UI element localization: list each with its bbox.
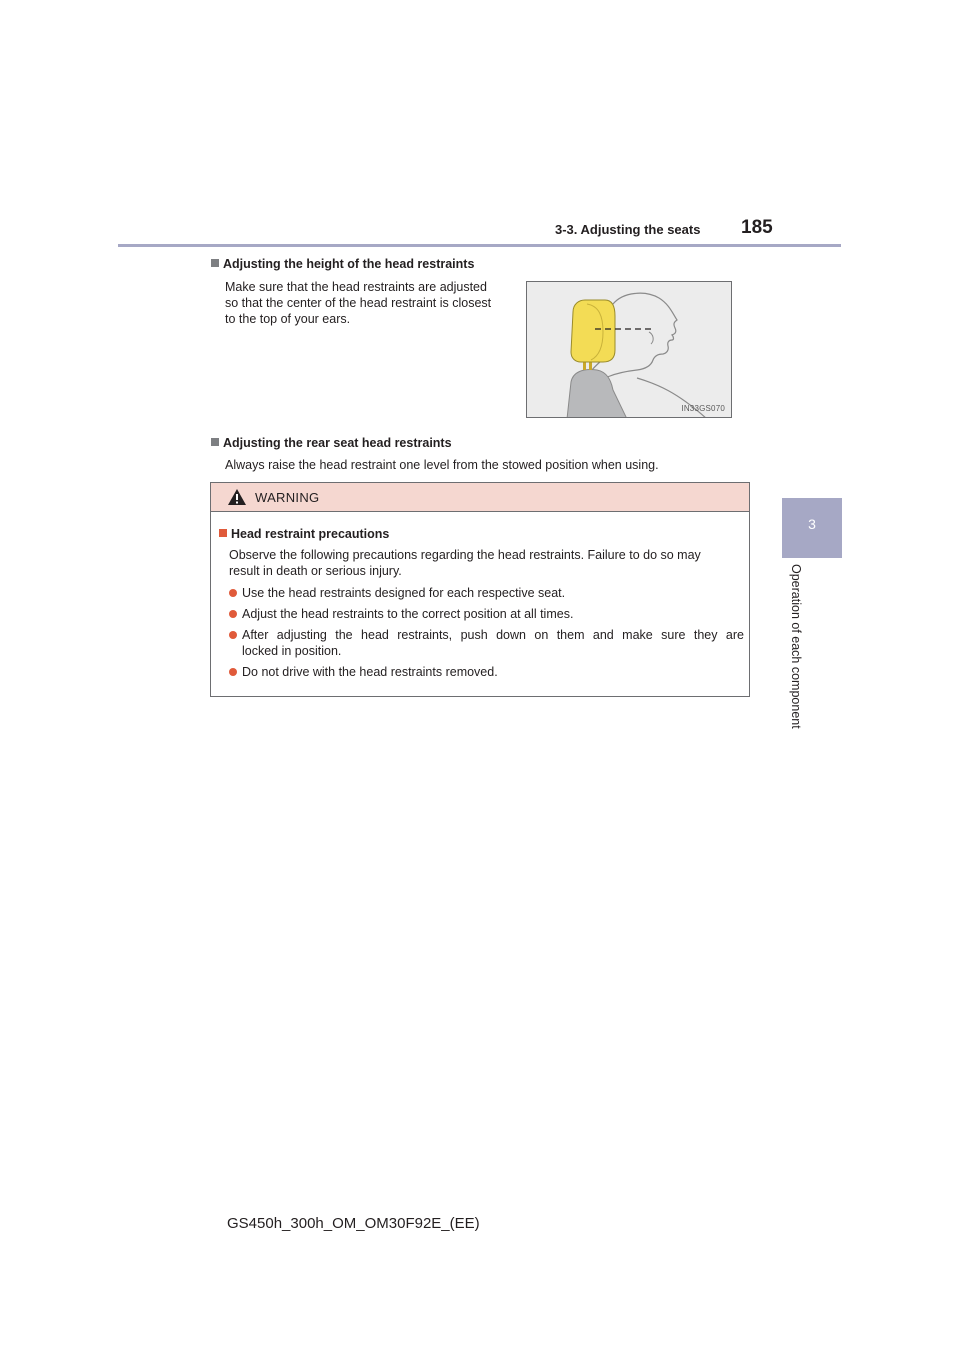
warning-subtitle: Head restraint precautions xyxy=(231,527,390,541)
square-bullet-icon xyxy=(219,529,227,537)
section-height-text xyxy=(225,279,510,327)
warning-header xyxy=(211,483,749,512)
warning-subtitle-row xyxy=(219,527,389,541)
section-height-line: so that the center of the head restraint is closest xyxy=(225,296,492,310)
bullet-dot-icon xyxy=(229,668,237,676)
header-section-title: 3-3. Adjusting the seats xyxy=(555,222,701,237)
warning-box xyxy=(210,482,750,697)
warning-bullet xyxy=(229,664,744,680)
warning-intro-line: Observe the following precautions regarding the head restraints. Failure to do so may xyxy=(229,548,701,562)
warning-label: WARNING xyxy=(255,490,320,505)
figure-code: IN33GS070 xyxy=(681,404,725,413)
section-height-line: to the top of your ears. xyxy=(225,312,351,326)
section-rear-text: Always raise the head restraint one level from the stowed position when using. xyxy=(225,458,659,472)
section-rear-heading xyxy=(211,436,452,450)
warning-bullet-line: Use the head restraints designed for each respective seat. xyxy=(242,586,566,600)
head-restraint-illustration xyxy=(527,282,732,418)
section-height-title: Adjusting the height of the head restraints xyxy=(223,257,475,271)
warning-bullet-line: locked in position. xyxy=(242,644,342,658)
ear-outline xyxy=(649,332,653,344)
page-number: 185 xyxy=(741,217,773,238)
bullet-dot-icon xyxy=(229,610,237,618)
warning-intro-line: result in death or serious injury. xyxy=(229,564,402,578)
square-bullet-icon xyxy=(211,438,219,446)
bullet-dot-icon xyxy=(229,631,237,639)
bullet-dot-icon xyxy=(229,589,237,597)
warning-triangle-icon xyxy=(227,488,247,506)
section-height-heading xyxy=(211,257,474,271)
head-restraint-figure xyxy=(526,281,732,418)
footer-document-code: GS450h_300h_OM_OM30F92E_(EE) xyxy=(227,1215,480,1232)
head-restraint xyxy=(571,300,615,362)
warning-bullet xyxy=(229,585,744,601)
section-height-line: Make sure that the head restraints are adjusted xyxy=(225,280,487,294)
warning-bullet xyxy=(229,627,744,659)
warning-bullet-line: Adjust the head restraints to the correct position at all times. xyxy=(242,607,574,621)
square-bullet-icon xyxy=(211,259,219,267)
section-rear-title: Adjusting the rear seat head restraints xyxy=(223,436,452,450)
chapter-number: 3 xyxy=(808,516,816,532)
seat-back xyxy=(567,370,627,419)
warning-bullet-line: After adjusting the head restraints, push down on them and make sure they are xyxy=(242,628,744,642)
warning-intro xyxy=(229,547,744,579)
warning-bullet xyxy=(229,606,744,622)
header-rule xyxy=(118,244,841,247)
chapter-title: Operation of each component xyxy=(789,564,803,729)
chapter-title-vertical xyxy=(785,564,805,764)
warning-bullet-line: Do not drive with the head restraints removed. xyxy=(242,665,498,679)
